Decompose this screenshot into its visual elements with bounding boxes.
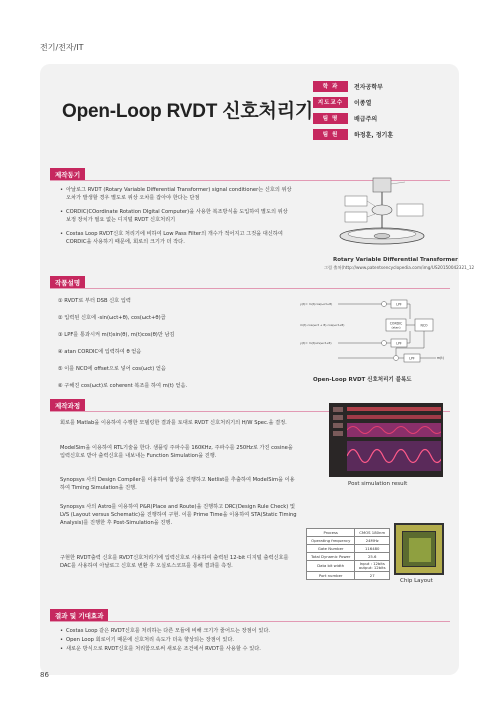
table-cell: 25.6 <box>355 553 390 561</box>
section-heading-process: 제작과정 <box>50 399 85 411</box>
post-simulation-caption: Post simulation result <box>348 481 408 487</box>
list-item: • Costas Loop 같은 RVDT신호를 처리하는 다른 모듈에 비해 크기가 줄어드는 장점이 있다. <box>60 627 440 635</box>
principle-steps <box>58 297 187 399</box>
block-diagram <box>298 296 448 368</box>
step-item: ② 입력된 신호에 -sin(ωct+θ), cos(ωct+θ)곱 <box>58 315 166 321</box>
diagram-input-top: y(t)= m(t)cos(ωct+θ) <box>300 302 333 306</box>
table-row <box>307 529 390 537</box>
step-item: ⑥ 구해진 cos(ωct)로 coherent 복조를 하여 m(t) 얻음. <box>58 383 188 389</box>
info-label: 지도교수 <box>313 97 348 108</box>
table-row <box>307 545 390 553</box>
process-paragraph: 구현한 RVDT출력 신호를 RVDT신호처리기에 입력신호로 사용하여 출력된 12-bit 디지털 출력신호를 DAC를 사용하여 아날로그 신호로 변환 후 오실로스코프를 통해 결과를 측정. <box>60 555 289 569</box>
section-divider <box>50 621 450 622</box>
results-bullets <box>60 627 440 654</box>
list-item: • Open Loop 회로이기 때문에 신호처리 속도가 더욱 향상되는 장점이 있다. <box>60 636 440 644</box>
chip-layout-caption: Chip Layout <box>400 578 433 584</box>
chip-spec-table <box>306 528 390 580</box>
motivation-bullets <box>60 186 292 252</box>
diagram-cordic-sub: (atan) <box>391 325 401 330</box>
list-item: • CORDIC(COordinate Rotation DIgital Computer)을 사용한 복조방식을 도입하여 별도의 위상 보정 장치가 필요 없는 디지털 RVDT 신호처리기 <box>60 208 292 224</box>
diagram-output: m(t) <box>437 356 444 360</box>
category-label: 전기/전자/IT <box>40 43 84 52</box>
process-paragraph: Synopsys 사의 Astro를 이용하여 P&R(Place and Route)을 진행하고 DRC(Design Rule Check) 및 LVS (Layout versus Schematic)을 진행하여 구현. 이를 Prime Time을 이용하여 STA(Static Timing Analysis)를 진행한 후 Post-Simulation을 진행. <box>60 504 297 526</box>
table-row <box>307 537 390 545</box>
section-divider <box>50 288 450 289</box>
chip-layout-image <box>394 523 444 575</box>
table-cell: CMOS 180nm <box>355 529 390 537</box>
info-value: 전자공학부 <box>354 83 383 91</box>
list-item: • 아날로그 RVDT (Rotary Variable Differential Transformer) signal conditioner는 신호의 위상 오차가 발생할 경우 별도로 위상 오차를 잡아야 한다는 단점 <box>60 186 292 202</box>
section-heading-motivation: 제작동기 <box>50 168 85 180</box>
section-heading-principle: 작품설명 <box>50 276 85 288</box>
diagram-nco: NCO <box>420 323 428 328</box>
process-paragraph: Synopsys 사의 Design Compiler를 이용하여 합성을 진행하고 Netlist를 추출하여 ModelSim을 이용하여 Timing Simulation을 진행. <box>60 477 295 491</box>
list-item: • Costas Loop RVDT신호 처리기에 비하여 Low Pass Filter의 개수가 적어지고 그것을 대신하여 CORDIC을 사용하기 때문에, 회로의 크기가 더 작다. <box>60 230 292 246</box>
list-item: • 새로운 방식으로 RVDT신호를 처리함으로써 새로운 조건에서 RVDT를 사용할 수 있다. <box>60 645 440 653</box>
info-row-department <box>313 80 453 92</box>
table-cell: Total Dynamic Power <box>307 553 355 561</box>
rvdt-figure-caption: Rotary Variable Differential Transformer <box>333 257 458 263</box>
step-item: ① RVDT로 부터 DSB 신호 입력 <box>58 298 131 304</box>
diagram-cordic: CORDIC <box>389 321 403 326</box>
info-value: 배급주의 <box>354 115 378 123</box>
info-row-advisor <box>313 96 453 108</box>
rvdt-figure <box>325 174 445 256</box>
diagram-lpf-top: LPF <box>396 302 402 307</box>
table-cell: Gate Number <box>307 545 355 553</box>
section-heading-results: 결과 및 기대효과 <box>50 609 108 621</box>
post-simulation-image <box>329 403 443 477</box>
table-cell: Input : 12bits output: 12bits <box>355 561 390 572</box>
table-row <box>307 553 390 561</box>
process-paragraph: ModelSim을 이용하여 RTL기술을 한다. 샘플링 주파수를 160KHz, 주파수를 250Hz로 가진 cosine을 입력신호로 받아 출력신호를 내보내는 Function Simulation을 진행. <box>60 445 293 459</box>
info-label: 팀 명 <box>313 113 348 124</box>
diagram-lpf-bot: LPF <box>396 341 402 346</box>
step-item: ⑤ 이를 NCO에 offset으로 넣어 cos(ωct) 얻음 <box>58 366 166 372</box>
table-cell: Process <box>307 529 355 537</box>
step-item: ③ LPF를 통과시켜 m(t)sin(θ), m(t)cos(θ)만 남김 <box>58 332 175 338</box>
page-number: 86 <box>40 671 49 679</box>
info-value: 이종열 <box>354 99 372 107</box>
process-paragraph: 회로를 Matlab을 이용하여 수행한 모델링한 결과를 토대로 RVDT 신호처리기의 H/W Spec.을 결정. <box>60 420 287 426</box>
table-row <box>307 561 390 572</box>
info-row-team-name <box>313 112 453 124</box>
project-info <box>313 80 453 144</box>
rvdt-figure-source: 그림 출처(http://www.patentsencyclopedia.com/img/US20150042321_12 <box>324 265 475 270</box>
step-item: ④ atan CORDIC에 입력하여 θ 얻음 <box>58 349 142 355</box>
project-title: Open-Loop RVDT 신호처리기 <box>62 101 314 122</box>
table-cell: Operating frequency <box>307 537 355 545</box>
diagram-input-mid: m(t)·cos(ωct + θ)·cos(ωct+θ) <box>300 323 345 327</box>
diagram-lpf-out: LPF <box>409 356 415 361</box>
table-cell: 27 <box>355 572 390 580</box>
info-value: 하정훈, 정기훈 <box>354 131 394 139</box>
table-cell: Port number <box>307 572 355 580</box>
table-cell: 116480 <box>355 545 390 553</box>
table-row <box>307 572 390 580</box>
info-label: 학 과 <box>313 81 348 92</box>
table-cell: Data bit width <box>307 561 355 572</box>
diagram-input-bot: y(t)= m(t)sin(ωct+θ) <box>300 341 332 345</box>
info-label: 팀 원 <box>313 129 348 140</box>
info-row-members <box>313 128 453 140</box>
table-cell: 24MHz <box>355 537 390 545</box>
block-diagram-caption: Open-Loop RVDT 신호처리기 블록도 <box>313 377 412 383</box>
